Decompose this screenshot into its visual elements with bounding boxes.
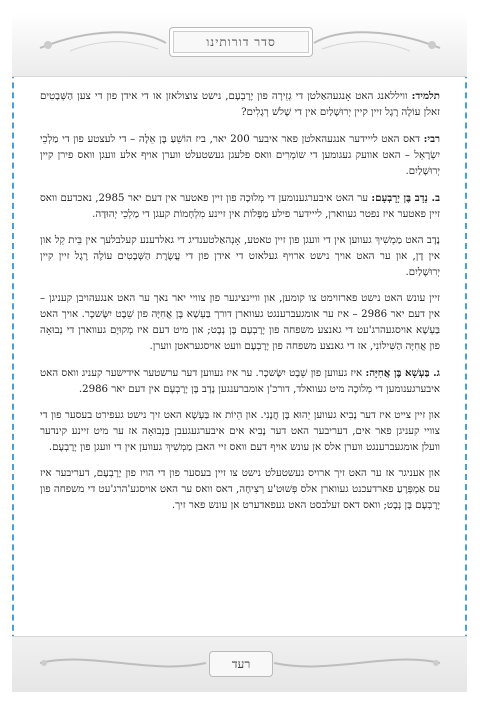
page-number: רעד	[231, 656, 251, 671]
running-head-plate	[169, 27, 313, 57]
paragraph-text: וויללאנג האט אָנגעהאַלטן די גְזֵירָה פון יָרָבְעָם, נישט צוצולאזן או די אידן פון די צען הַשְּׁבָטִים זאלן עוֹלֶה רֶגֶל זיין קיין יְרוּשָׁלַיִם אין די שָׁלֹשׁ רְגָלִים?	[40, 91, 440, 118]
paragraph-text: איז געווען פון שֵׁבֶט יִשָּׂשכָר. ער איז געווען דער ערשטער אידישער קעניג וואס האט איבערגענומען די מְלוּכָה מיט געוואלד, דורכ'ן אומברענגען נָדָב בֶּן יָרָבְעָם אין דעם יאר 2986.	[40, 368, 440, 395]
paragraph	[40, 365, 440, 398]
body-text	[40, 88, 440, 524]
paragraph-text: און זיין צייט איז דער נָבִיא געווען יֵהוּא בֶּן חֲנָנִי. און הֵיוֹת אז בַּעְשָׁא האט זיך נישט געפירט בעסער פון די צוויי קעניגן פאר אים, דעריבער האט דער נָבִיא אים איבערגעגעבן בַּנְבוּאָה אז ער מיט זיינע קינדער וועלן אומגעברענגט ווערן אלס אן עונש אויף דעם וואס זיי האבן מַמְשִׁיךְ געווען אין די וועגן פון יָרָבְעָם.	[40, 410, 440, 453]
paragraph	[40, 190, 440, 223]
paragraph-lead: תלמיד:	[411, 90, 440, 102]
paragraph	[40, 291, 440, 355]
paragraph	[40, 233, 440, 281]
running-head: סדר דורותינו	[206, 34, 276, 49]
paragraph	[40, 131, 440, 180]
paragraph	[40, 408, 440, 456]
paragraph-text: דאס האט לייידער אנגעהאלטן פאר איבער 200 יאר, ביז הוֹשֵׁעַ בֶּן אֵלָה – די לעצטע פון די מַלְכֵי יִשְׂרָאֵל – האט אוועק געגומען די שוֹמְרִים וואס פלעגן געשטעלט ווערן אויף אלע וועגן וואס פירן קיין יְרוּשָׁלַיִם.	[40, 134, 440, 177]
paragraph-text: זיין עונש האט נישט פארזוימט צו קומען, און וויינציגער פון צוויי יאר נאך ער האט אנגעהויבן קעניגן – אין דעם יאר 2986 – איז ער אומגעברענגט געווארן דורך בַּעְשָׁא בֶּן אֲחִיָּה פון שֵׁבֶט יִשָּׂשכָר. אויך האט בַּעְשָׁא אויסגעהרג'עט די גאנצע משפחה פון יָרָבְעָם בֶּן נְבָט; און מיט דעם איז מְקוּיָם געווארן די נְבוּאָה פון אֲחִיָּה הַשִּׁילוֹנִי, אז די גאנצע משפחה פון יָרָבְעָם וועט אויסגעראטן ווערן.	[40, 293, 440, 352]
page-number-plate	[209, 651, 273, 677]
paragraph	[40, 466, 440, 514]
paragraph-lead: רבי:	[423, 133, 440, 145]
paragraph-lead: ג. בַּעְשָׁא בֶּן אֲחִיָּה:	[365, 367, 440, 379]
paragraph-text: און אעניגר אז ער האט זיך ארויס געשטעלט נישט צו זיין בעסער פון די הויז פון יָרָבְעָם, דעריבער איז עס אַמְפְּרֶעַ פארדעכנט געווארן אלס פְּשׁוּט'ע רְצִיחָה, דאס וואס ער האט אויסגע'הרג'עט די משפחה פון יָרָבְעָם בֶּן נְבָט; וואס דאס זעלבסט האט געפאדערט אן עונש פאר זיך.	[40, 468, 440, 511]
paragraph-text: ער האט איבערגענומען די מְלוּכָה פון זיין פאטער אין דעם יאר 2985, נאכדעם וואס זיין פאטער איז נפטר געווארן, לייידער פילע מַפָּלוֹת אין זיינע מִלְחָמוֹת קעגן די מַלְכֵי יְהוּדָה.	[40, 193, 440, 220]
paragraph-text: נָדָב האט מַמְשִׁיךְ געווען אין די וועגן פון זיין טאטע, אָנְהאַלטענדיג די גאלדענע קעלבלעך אין בֵּית קֵל און אין דָן, און ער האט אויך נישט ארויף געלאזט די אידן פון די עֲשֶׂרֶת הַשְּׁבָטִים עוֹלֶה רֶגֶל זיין קיין יְרוּשָׁלַיִם.	[40, 235, 440, 278]
paragraph	[40, 88, 440, 121]
paragraph-lead: ב. נָדָב בֶּן יָרָבְעָם:	[371, 192, 440, 204]
